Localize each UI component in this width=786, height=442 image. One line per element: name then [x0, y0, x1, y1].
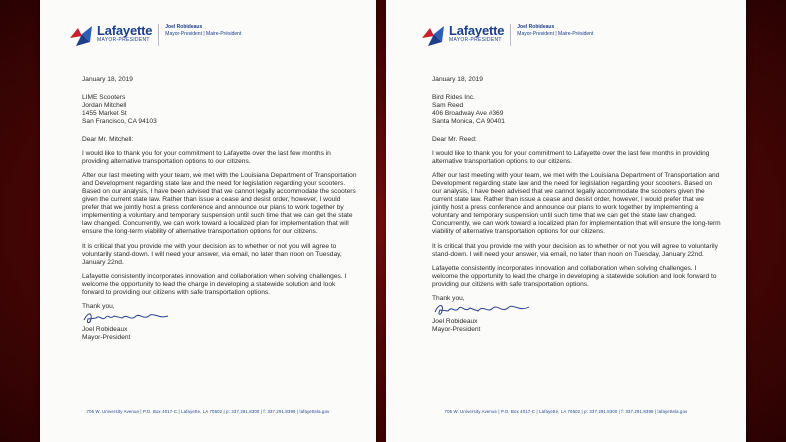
- letterhead-logo: [68, 24, 241, 48]
- sender-name: Joel Robideaux: [517, 24, 555, 30]
- signature-icon: [82, 310, 172, 326]
- closing: Thank you,: [82, 302, 115, 310]
- closing: Thank you,: [432, 294, 465, 302]
- letter-footer: 705 W. University Avenue | P.O. Box 4017-C | Lafayette, LA 70502 | p: 337.291.8300 | f: 337.291.8399 | lafayettela.gov: [444, 409, 688, 414]
- recipient-address: [82, 94, 357, 126]
- sender-name: Joel Robideaux: [165, 24, 203, 30]
- recipient-address: [432, 94, 722, 126]
- letterhead-divider: [158, 24, 159, 46]
- brand-name: Lafayette: [97, 23, 153, 38]
- paragraph-2: After our last meeting with your team, we met with the Louisiana Department of Transportation and Development regarding state law and the need for legislation regarding your scooters. Based on our analysis, I have been advised that we cannot legally accommodate the scooters given the current state law. Rather than issue a cease and desist order, however, I would prefer that we jointly host a press conference and announce our plans to work together by implementing a voluntary and temporary suspension until such time that we can get the state law changed. Concurrently, we can work toward a localized plan for implementation that will ensure the long-term viability of alternative transportation options for our citizens.: [82, 172, 357, 236]
- address-line: Bird Rides Inc.: [432, 94, 475, 102]
- paragraph-2: After our last meeting with your team, we met with the Louisiana Department of Transportation and Development regarding state law and the need for legislation regarding your scooters. Based on our analysis, I have been advised that we cannot legally accommodate the scooters given the current state law. Rather than issue a cease and desist order, however, I would prefer that we jointly host a press conference and announce our plans to work together by implementing a voluntary and temporary suspension until such time that we can get the state law changed. Concurrently, we can work toward a localized plan for implementation that will ensure the long-term viability of alternative transportation options for our citizens.: [432, 172, 721, 236]
- signer-title: Mayor-President: [432, 325, 481, 333]
- letter-body: [432, 76, 722, 334]
- signer-name: Joel Robideaux: [82, 325, 128, 333]
- letter-footer: 705 W. University Avenue | P.O. Box 4017-C | Lafayette, LA 70502 | p: 337.291.8300 | f: 337.291.8399 | lafayettela.gov: [86, 409, 330, 414]
- paragraph-3: It is critical that you provide me with your decision as to whether or not you will agree to voluntarily stand-down. I will need your answer, via email, no later than noon on Tuesday, January 22nd.: [432, 242, 718, 258]
- sender-title: Mayor-President | Maire-Président: [165, 30, 242, 37]
- letter-date: January 18, 2019: [82, 76, 133, 83]
- lafayette-logo-icon: [420, 24, 446, 48]
- letterhead-divider: [510, 24, 511, 46]
- address-line: Jordan Mitchell: [82, 102, 127, 110]
- lafayette-logo-icon: [68, 24, 94, 48]
- address-line: San Francisco, CA 94103: [82, 118, 157, 126]
- letter-lime: [40, 0, 376, 442]
- sender-title: Mayor-President | Maire-Président: [517, 30, 594, 37]
- brand-subtitle: MAYOR-PRESIDENT: [449, 37, 502, 43]
- paragraph-1: I would like to thank you for your commitment to Lafayette over the last few months in providing alternative transportation options to our citizens.: [82, 150, 331, 166]
- address-line: Sam Reed: [432, 102, 464, 110]
- paragraph-3: It is critical that you provide me with your decision as to whether or not you will agree to voluntarily stand-down. I will need your answer, via email, no later than noon on Tuesday, January 22nd.: [82, 242, 342, 266]
- paragraph-4: Lafayette consistently incorporates innovation and collaboration when solving challenges. I welcome the opportunity to lead the charge in developing a statewide solution and look forward to providing our citizens with safe transportation options.: [82, 272, 347, 296]
- salutation: Dear Mr. Mitchell:: [82, 136, 134, 144]
- address-line: 1455 Market St: [82, 110, 127, 118]
- signature-icon: [432, 302, 532, 318]
- letter-date: January 18, 2019: [432, 76, 483, 83]
- paragraph-1: I would like to thank you for your commitment to Lafayette over the last few months in providing alternative transportation options to our citizens.: [432, 150, 710, 166]
- letterhead-logo: [420, 24, 593, 48]
- address-line: Santa Monica, CA 90401: [432, 118, 505, 126]
- signer-name: Joel Robideaux: [432, 317, 478, 325]
- signer-title: Mayor-President: [82, 333, 131, 341]
- letter-bird: [386, 0, 746, 442]
- paragraph-4: Lafayette consistently incorporates innovation and collaboration when solving challenges. I welcome the opportunity to lead the charge in developing a statewide solution and look forward to providing our citizens with safe transportation options.: [432, 264, 717, 288]
- salutation: Dear Mr. Reed:: [432, 136, 477, 144]
- brand-subtitle: MAYOR-PRESIDENT: [97, 37, 150, 43]
- address-line: 406 Broadway Ave #369: [432, 110, 504, 118]
- brand-name: Lafayette: [449, 23, 505, 38]
- letter-body: [82, 76, 357, 342]
- address-line: LIME Scooters: [82, 94, 126, 102]
